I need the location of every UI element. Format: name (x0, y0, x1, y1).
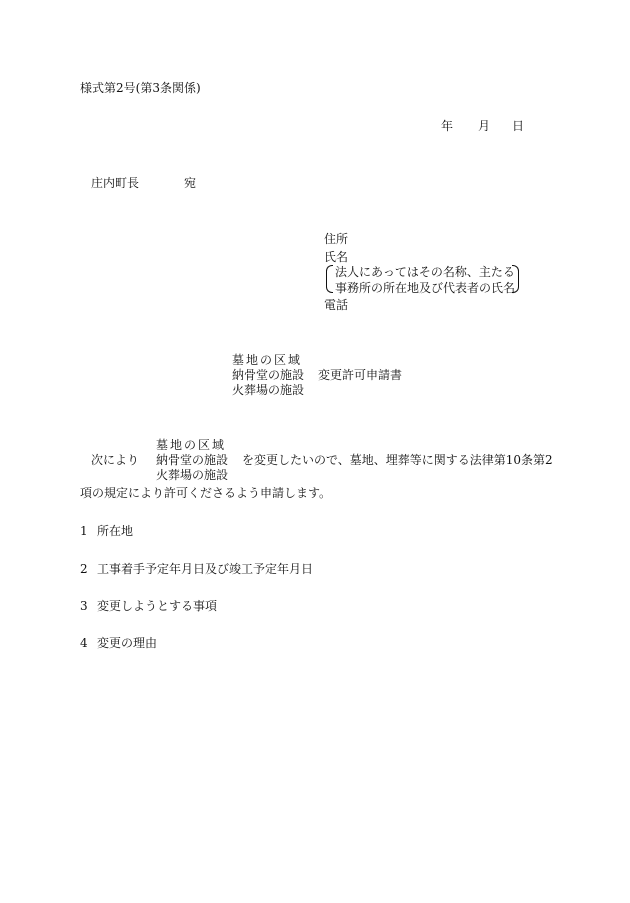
item-3-label: 変更しようとする事項 (97, 599, 218, 613)
item-4-label: 変更の理由 (97, 636, 158, 650)
addressee-suffix: 宛 (184, 176, 197, 190)
title-option-ossuary: 納骨堂の施設 (232, 368, 305, 382)
left-bracket (326, 265, 333, 293)
item-3-number: 3 (80, 599, 88, 613)
body-option-cemetery: 墓地の区域 (156, 438, 227, 452)
body-line2: 項の規定により許可くださるよう申請します。 (80, 486, 332, 500)
body-option-crematorium: 火葬場の施設 (156, 468, 229, 482)
item-2-number: 2 (80, 562, 88, 576)
item-1-label: 所在地 (97, 524, 134, 538)
body-prefix: 次により (91, 453, 140, 467)
date-year: 年 (441, 119, 454, 133)
document-title: 変更許可申請書 (318, 368, 403, 382)
corporate-note-line1: 法人にあってはその名称、主たる (335, 265, 515, 279)
date-day: 日 (512, 119, 525, 133)
corporate-note-line2: 事務所の所在地及び代表者の氏名 (335, 281, 516, 295)
item-2-label: 工事着手予定年月日及び竣工予定年月日 (97, 562, 314, 576)
address-label: 住所 (324, 232, 349, 246)
phone-label: 電話 (324, 298, 349, 312)
body-option-ossuary: 納骨堂の施設 (156, 453, 229, 467)
form-number: 様式第2号(第3条関係) (80, 81, 201, 95)
date-month: 月 (478, 119, 491, 133)
title-option-crematorium: 火葬場の施設 (232, 383, 305, 397)
addressee-name: 庄内町長 (91, 176, 140, 190)
title-option-cemetery: 墓地の区域 (232, 353, 303, 367)
name-label: 氏名 (324, 250, 349, 264)
right-bracket (512, 265, 519, 293)
body-line1: を変更したいので、墓地、埋葬等に関する法律第10条第2 (242, 453, 553, 467)
item-4-number: 4 (80, 636, 88, 650)
item-1-number: 1 (80, 524, 88, 538)
